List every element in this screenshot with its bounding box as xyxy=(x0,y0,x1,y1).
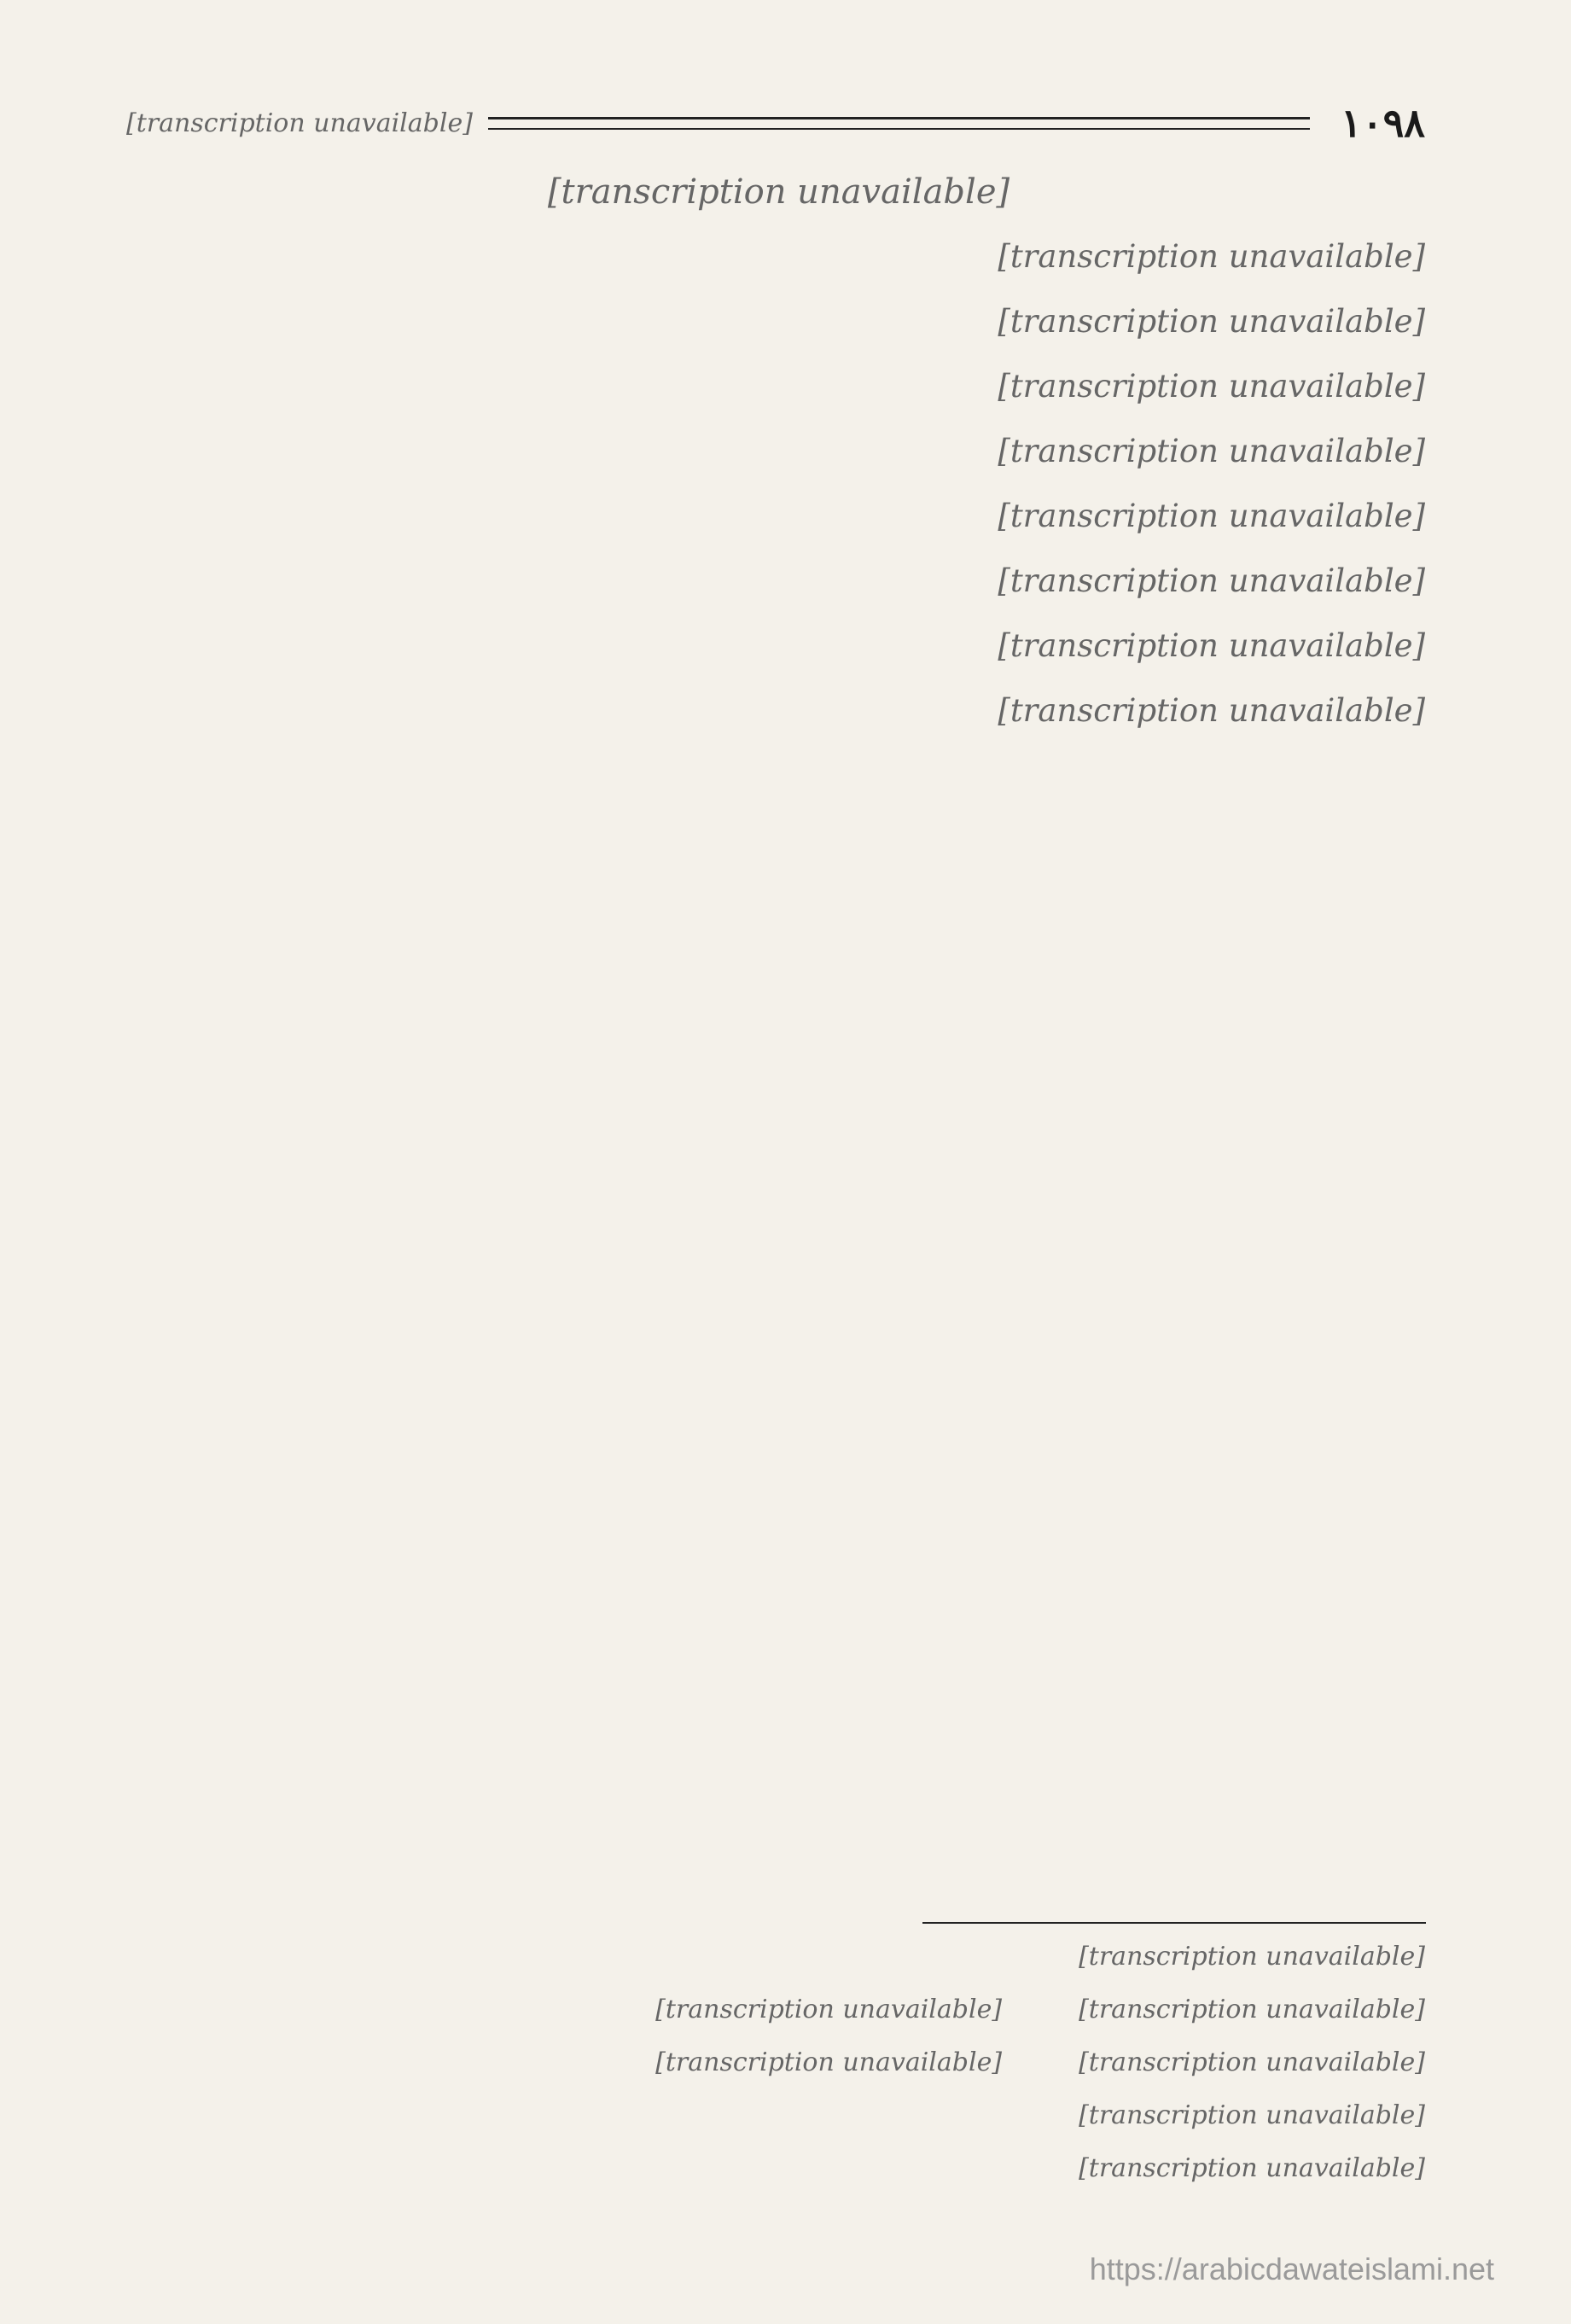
page-number: ١٠٩٨ xyxy=(1341,100,1425,146)
main-text xyxy=(132,162,1425,749)
footnote: [transcription unavailable] xyxy=(655,2047,1003,2077)
footnote-row xyxy=(171,1931,1425,1983)
watermark-url: https://arabicdawateislami.net xyxy=(1089,2251,1494,2286)
paragraph: [transcription unavailable] xyxy=(998,433,1425,469)
footnote: [transcription unavailable] xyxy=(1079,1995,1425,2024)
footnote: [transcription unavailable] xyxy=(1079,2100,1425,2130)
footnote-divider xyxy=(922,1922,1426,1924)
paragraph: [transcription unavailable] xyxy=(998,498,1425,534)
paragraph: [transcription unavailable] xyxy=(998,303,1425,340)
footnote-row xyxy=(171,1983,1425,2036)
footnote-row xyxy=(171,2089,1425,2142)
footnote: [transcription unavailable] xyxy=(1079,2153,1425,2183)
footnote: [transcription unavailable] xyxy=(1079,1942,1425,1972)
paragraph: [transcription unavailable] xyxy=(998,627,1425,664)
paragraph: [transcription unavailable] xyxy=(998,692,1425,729)
footnote: [transcription unavailable] xyxy=(655,1995,1003,2024)
header-rule xyxy=(488,117,1310,130)
footnote: [transcription unavailable] xyxy=(1079,2047,1425,2077)
paragraph: [transcription unavailable] xyxy=(998,562,1425,599)
footnote-row xyxy=(171,2036,1425,2089)
verse-line: [transcription unavailable] xyxy=(547,172,1010,212)
paragraph: [transcription unavailable] xyxy=(998,238,1425,275)
footnotes xyxy=(171,1931,1425,2195)
running-title: [transcription unavailable] xyxy=(126,108,473,138)
paragraph: [transcription unavailable] xyxy=(998,368,1425,405)
page-header xyxy=(126,96,1425,150)
footnote-row xyxy=(171,2142,1425,2195)
